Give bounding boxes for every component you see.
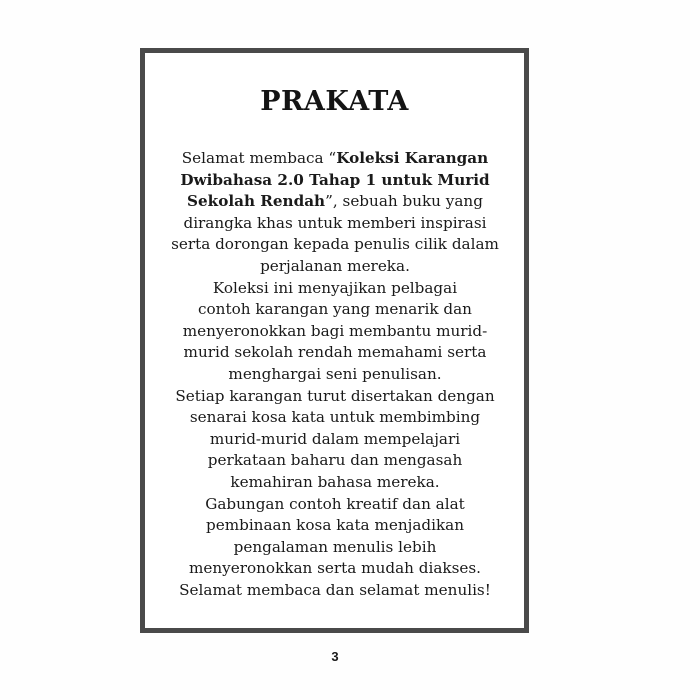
page-title: PRAKATA — [260, 86, 409, 117]
paragraph-1-line-4: dirangka khas untuk memberi inspirasi — [183, 213, 487, 232]
page-number: 3 — [331, 649, 339, 664]
paragraph-2-line-1: Koleksi ini menyajikan pelbagai — [212, 278, 458, 297]
paragraph-2-line-4: murid sekolah rendah memahami serta — [183, 343, 487, 362]
paragraph-3-line-1: Setiap karangan turut disertakan dengan — [175, 386, 495, 405]
paragraph-1-line-6: perjalanan mereka. — [260, 256, 410, 275]
paragraph-2-line-2: contoh karangan yang menarik dan — [198, 300, 472, 319]
paragraph-1-line-3 — [170, 191, 500, 213]
book-title-bold: Dwibahasa 2.0 Tahap 1 untuk Murid — [180, 170, 490, 189]
paragraph-3-line-5: kemahiran bahasa mereka. — [230, 472, 440, 491]
paragraph-1-line-2 — [170, 170, 500, 192]
paragraph-4-line-4: menyeronokkan serta mudah diakses. — [189, 559, 481, 578]
paragraph-1-line-5: serta dorongan kepada penulis cilik dalam — [171, 235, 499, 254]
text-run: ”, sebuah buku yang — [325, 192, 483, 211]
paragraph-3-line-3: murid-murid dalam mempelajari — [209, 429, 461, 448]
paragraph-4-line-2: pembinaan kosa kata menjadikan — [205, 516, 464, 535]
text-run: Selamat membaca “ — [181, 149, 337, 167]
book-title-bold: Koleksi Karangan — [336, 149, 489, 167]
book-title-bold: Sekolah Rendah — [187, 192, 326, 211]
paragraph-1-line-1 — [170, 148, 500, 170]
paragraph-3-line-4: perkataan baharu dan mengasah — [207, 451, 463, 470]
paragraph-4-line-1: Gabungan contoh kreatif dan alat — [205, 494, 465, 513]
paragraph-4-line-3: pengalaman menulis lebih — [233, 537, 437, 556]
preface-text — [170, 148, 500, 601]
paragraph-3-line-2: senarai kosa kata untuk membimbing — [189, 408, 481, 427]
paragraph-2-line-3: menyeronokkan bagi membantu murid- — [182, 321, 488, 340]
paragraph-4-line-5: Selamat membaca dan selamat menulis! — [179, 580, 491, 599]
paragraph-2-line-5: menghargai seni penulisan. — [228, 364, 442, 383]
